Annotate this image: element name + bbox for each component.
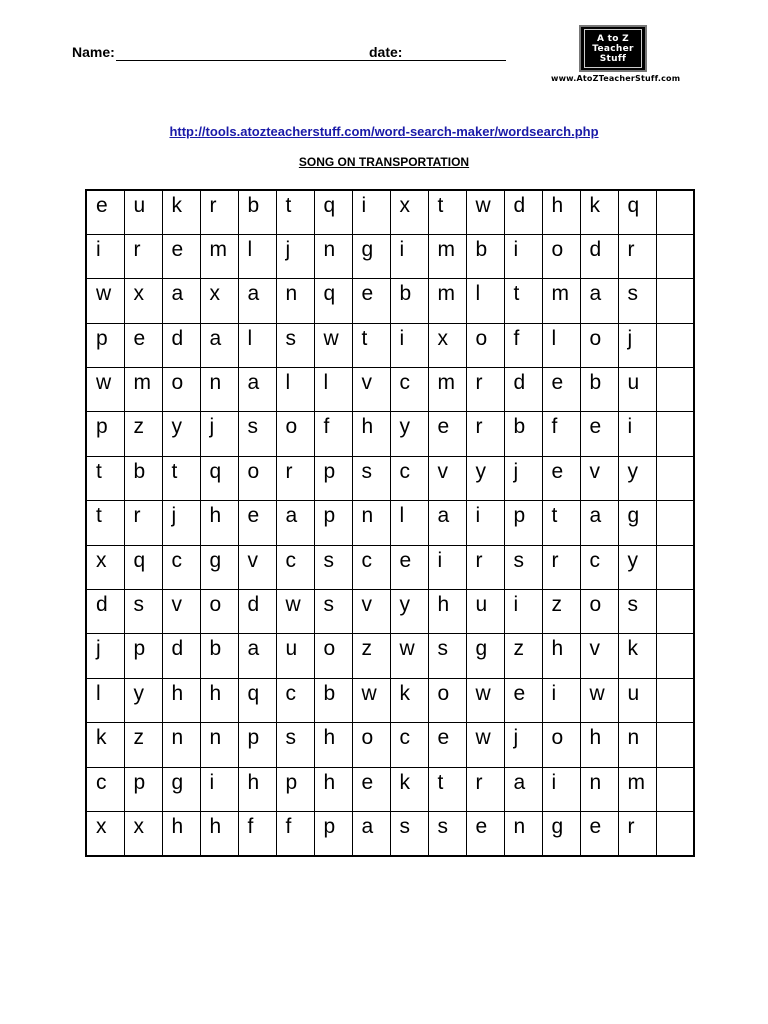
grid-cell: i <box>428 545 466 589</box>
name-field-line <box>116 60 434 61</box>
grid-cell: j <box>504 456 542 500</box>
grid-cell: x <box>390 190 428 234</box>
grid-cell: h <box>314 767 352 811</box>
grid-cell: e <box>390 545 428 589</box>
grid-cell: e <box>428 412 466 456</box>
grid-cell: z <box>124 723 162 767</box>
grid-cell: x <box>86 545 124 589</box>
grid-cell: q <box>200 456 238 500</box>
grid-cell: a <box>238 279 276 323</box>
logo-line-1: A to Z <box>596 33 630 44</box>
grid-cell: g <box>352 234 390 278</box>
grid-cell: h <box>314 723 352 767</box>
grid-cell: r <box>466 368 504 412</box>
grid-cell: i <box>542 767 580 811</box>
grid-cell: a <box>162 279 200 323</box>
grid-cell: r <box>618 234 656 278</box>
grid-cell: l <box>390 501 428 545</box>
grid-cell: s <box>428 634 466 678</box>
grid-cell: r <box>276 456 314 500</box>
grid-cell: m <box>428 368 466 412</box>
grid-cell: r <box>124 234 162 278</box>
grid-cell: v <box>162 590 200 634</box>
grid-cell: p <box>314 811 352 855</box>
grid-cell: e <box>352 279 390 323</box>
grid-cell: w <box>276 590 314 634</box>
grid-cell: n <box>162 723 200 767</box>
grid-cell: h <box>200 678 238 722</box>
grid-cell: h <box>162 811 200 855</box>
grid-row <box>86 412 694 456</box>
grid-cell: t <box>86 456 124 500</box>
grid-cell: v <box>580 634 618 678</box>
grid-cell: q <box>314 190 352 234</box>
grid-cell: u <box>618 678 656 722</box>
grid-cell: y <box>124 678 162 722</box>
grid-cell: p <box>124 634 162 678</box>
grid-cell: f <box>542 412 580 456</box>
grid-cell: w <box>580 678 618 722</box>
grid-cell: r <box>466 412 504 456</box>
grid-cell: t <box>352 323 390 367</box>
grid-cell: r <box>618 811 656 855</box>
grid-cell: m <box>200 234 238 278</box>
grid-cell: s <box>504 545 542 589</box>
grid-cell: r <box>466 767 504 811</box>
grid-cell: w <box>86 368 124 412</box>
grid-cell: r <box>542 545 580 589</box>
grid-cell: o <box>466 323 504 367</box>
grid-cell: h <box>162 678 200 722</box>
grid-cell: z <box>124 412 162 456</box>
grid-cell <box>656 323 694 367</box>
grid-cell: o <box>276 412 314 456</box>
grid-cell: d <box>580 234 618 278</box>
grid-cell: s <box>390 811 428 855</box>
grid-row <box>86 368 694 412</box>
grid-cell: h <box>580 723 618 767</box>
grid-row <box>86 190 694 234</box>
grid-cell: m <box>428 279 466 323</box>
grid-cell: b <box>124 456 162 500</box>
grid-cell: e <box>162 234 200 278</box>
grid-cell: s <box>314 545 352 589</box>
grid-cell: b <box>238 190 276 234</box>
grid-cell: c <box>390 368 428 412</box>
grid-cell: y <box>390 412 428 456</box>
grid-cell: p <box>86 412 124 456</box>
grid-cell: i <box>390 234 428 278</box>
grid-cell <box>656 590 694 634</box>
grid-cell: h <box>238 767 276 811</box>
grid-cell: o <box>200 590 238 634</box>
grid-row <box>86 811 694 855</box>
grid-cell: c <box>86 767 124 811</box>
grid-cell: p <box>124 767 162 811</box>
grid-cell: t <box>276 190 314 234</box>
grid-cell: e <box>352 767 390 811</box>
grid-cell: b <box>390 279 428 323</box>
grid-cell: t <box>542 501 580 545</box>
grid-cell: h <box>542 634 580 678</box>
grid-cell: s <box>314 590 352 634</box>
grid-cell: p <box>276 767 314 811</box>
grid-cell: r <box>124 501 162 545</box>
grid-cell: o <box>542 234 580 278</box>
grid-cell: i <box>504 234 542 278</box>
grid-cell: p <box>314 501 352 545</box>
grid-cell: x <box>428 323 466 367</box>
grid-cell: u <box>124 190 162 234</box>
grid-cell: f <box>276 811 314 855</box>
grid-cell: y <box>618 545 656 589</box>
grid-cell: e <box>238 501 276 545</box>
grid-cell: h <box>200 811 238 855</box>
grid-row <box>86 767 694 811</box>
grid-cell: e <box>542 368 580 412</box>
grid-cell: p <box>86 323 124 367</box>
grid-cell: s <box>618 279 656 323</box>
grid-cell: g <box>542 811 580 855</box>
grid-cell: n <box>276 279 314 323</box>
grid-cell: w <box>390 634 428 678</box>
grid-cell: p <box>314 456 352 500</box>
grid-row <box>86 590 694 634</box>
grid-cell: z <box>542 590 580 634</box>
grid-cell: w <box>466 190 504 234</box>
page-title: SONG ON TRANSPORTATION <box>298 155 470 169</box>
grid-cell: t <box>86 501 124 545</box>
grid-cell: w <box>466 678 504 722</box>
grid-cell: s <box>276 723 314 767</box>
grid-cell: j <box>276 234 314 278</box>
grid-cell: o <box>428 678 466 722</box>
grid-cell: w <box>466 723 504 767</box>
grid-cell: k <box>162 190 200 234</box>
grid-cell: l <box>276 368 314 412</box>
grid-cell: e <box>86 190 124 234</box>
grid-cell: i <box>618 412 656 456</box>
grid-cell <box>656 279 694 323</box>
grid-cell: a <box>238 368 276 412</box>
grid-cell: k <box>390 678 428 722</box>
grid-cell: d <box>162 634 200 678</box>
grid-cell <box>656 234 694 278</box>
grid-cell: h <box>352 412 390 456</box>
grid-row <box>86 678 694 722</box>
grid-cell: n <box>314 234 352 278</box>
grid-cell: v <box>580 456 618 500</box>
grid-cell: i <box>466 501 504 545</box>
word-search-grid <box>85 189 695 857</box>
grid-cell: l <box>314 368 352 412</box>
grid-cell: s <box>618 590 656 634</box>
grid-cell: x <box>200 279 238 323</box>
grid-cell <box>656 723 694 767</box>
grid-cell: a <box>428 501 466 545</box>
grid-cell: j <box>162 501 200 545</box>
grid-cell: u <box>276 634 314 678</box>
grid-cell: r <box>200 190 238 234</box>
grid-cell <box>656 501 694 545</box>
grid-cell: h <box>428 590 466 634</box>
grid-cell: a <box>238 634 276 678</box>
grid-cell: h <box>200 501 238 545</box>
date-label: date: <box>369 44 403 60</box>
grid-cell: n <box>618 723 656 767</box>
logo-line-3: Stuff <box>599 53 627 64</box>
grid-cell: i <box>352 190 390 234</box>
grid-cell: f <box>238 811 276 855</box>
grid-cell: a <box>276 501 314 545</box>
grid-cell: l <box>542 323 580 367</box>
atoz-logo <box>579 25 647 72</box>
grid-cell: o <box>238 456 276 500</box>
grid-cell: c <box>580 545 618 589</box>
grid-cell: v <box>428 456 466 500</box>
grid-cell: i <box>200 767 238 811</box>
grid-cell: n <box>352 501 390 545</box>
grid-cell: d <box>162 323 200 367</box>
grid-cell: b <box>466 234 504 278</box>
grid-cell: o <box>580 323 618 367</box>
grid-cell: e <box>504 678 542 722</box>
grid-cell: e <box>466 811 504 855</box>
grid-cell: j <box>86 634 124 678</box>
grid-row <box>86 501 694 545</box>
grid-cell: y <box>390 590 428 634</box>
grid-cell: o <box>314 634 352 678</box>
grid-cell: z <box>352 634 390 678</box>
grid-cell: m <box>124 368 162 412</box>
grid-cell: l <box>86 678 124 722</box>
grid-cell: n <box>504 811 542 855</box>
grid-cell: a <box>580 501 618 545</box>
grid-cell: i <box>390 323 428 367</box>
grid-cell: w <box>314 323 352 367</box>
grid-cell <box>656 190 694 234</box>
grid-cell: o <box>352 723 390 767</box>
grid-cell: c <box>276 545 314 589</box>
grid-cell: w <box>86 279 124 323</box>
grid-cell: i <box>542 678 580 722</box>
grid-cell: c <box>352 545 390 589</box>
grid-cell: a <box>504 767 542 811</box>
grid-cell: s <box>352 456 390 500</box>
grid-cell: b <box>314 678 352 722</box>
grid-cell: a <box>352 811 390 855</box>
grid-cell: t <box>428 190 466 234</box>
grid-cell: m <box>428 234 466 278</box>
grid-cell: j <box>618 323 656 367</box>
grid-cell: v <box>352 368 390 412</box>
grid-cell: b <box>580 368 618 412</box>
grid-cell: m <box>618 767 656 811</box>
grid-cell: u <box>466 590 504 634</box>
grid-cell: g <box>618 501 656 545</box>
grid-cell <box>656 368 694 412</box>
grid-cell: v <box>352 590 390 634</box>
grid-cell: a <box>580 279 618 323</box>
grid-cell: t <box>162 456 200 500</box>
grid-cell: x <box>86 811 124 855</box>
grid-cell: f <box>314 412 352 456</box>
grid-cell: s <box>276 323 314 367</box>
grid-cell: s <box>238 412 276 456</box>
grid-cell: i <box>86 234 124 278</box>
grid-cell: z <box>504 634 542 678</box>
grid-cell: j <box>504 723 542 767</box>
grid-cell: d <box>238 590 276 634</box>
grid-cell <box>656 634 694 678</box>
grid-row <box>86 634 694 678</box>
grid-cell: e <box>124 323 162 367</box>
grid-cell <box>656 545 694 589</box>
grid-cell <box>656 456 694 500</box>
grid-row <box>86 545 694 589</box>
grid-cell: n <box>200 723 238 767</box>
grid-cell: y <box>162 412 200 456</box>
grid-cell <box>656 811 694 855</box>
date-field-line <box>403 60 506 61</box>
grid-cell: a <box>200 323 238 367</box>
grid-cell: i <box>504 590 542 634</box>
grid-cell: q <box>618 190 656 234</box>
grid-cell: n <box>200 368 238 412</box>
grid-cell: q <box>124 545 162 589</box>
grid-cell: g <box>162 767 200 811</box>
grid-cell: o <box>580 590 618 634</box>
grid-row <box>86 456 694 500</box>
grid-row <box>86 323 694 367</box>
grid-cell: q <box>238 678 276 722</box>
grid-cell: k <box>618 634 656 678</box>
grid-cell <box>656 767 694 811</box>
grid-cell: x <box>124 279 162 323</box>
grid-cell: q <box>314 279 352 323</box>
grid-cell: s <box>428 811 466 855</box>
grid-cell: b <box>200 634 238 678</box>
grid-cell: v <box>238 545 276 589</box>
grid-cell: b <box>504 412 542 456</box>
grid-cell: e <box>542 456 580 500</box>
grid-row <box>86 279 694 323</box>
grid-cell: g <box>466 634 504 678</box>
grid-cell: n <box>580 767 618 811</box>
grid-cell: c <box>390 723 428 767</box>
grid-cell: x <box>124 811 162 855</box>
grid-cell <box>656 412 694 456</box>
logo-url: www.AtoZTeacherStuff.com <box>551 74 681 83</box>
grid-cell: c <box>390 456 428 500</box>
grid-cell: o <box>542 723 580 767</box>
name-label: Name: <box>72 44 115 60</box>
grid-cell: c <box>162 545 200 589</box>
grid-cell: s <box>124 590 162 634</box>
grid-cell: w <box>352 678 390 722</box>
grid-cell: k <box>390 767 428 811</box>
grid-cell: p <box>504 501 542 545</box>
grid-cell: d <box>86 590 124 634</box>
grid-cell: t <box>428 767 466 811</box>
grid-cell: y <box>466 456 504 500</box>
grid-cell: o <box>162 368 200 412</box>
grid-cell: e <box>580 412 618 456</box>
grid-cell: l <box>238 234 276 278</box>
grid-cell: j <box>200 412 238 456</box>
grid-row <box>86 723 694 767</box>
grid-cell: k <box>86 723 124 767</box>
wordsearch-maker-link[interactable]: http://tools.atozteacherstuff.com/word-search-maker/wordsearch.php <box>169 124 599 139</box>
grid-cell: y <box>618 456 656 500</box>
grid-cell: e <box>580 811 618 855</box>
grid-cell: t <box>504 279 542 323</box>
logo-chalkboard <box>584 29 642 68</box>
grid-cell: e <box>428 723 466 767</box>
grid-row <box>86 234 694 278</box>
grid-cell: d <box>504 368 542 412</box>
grid-cell: p <box>238 723 276 767</box>
grid-cell: c <box>276 678 314 722</box>
grid-cell: d <box>504 190 542 234</box>
grid-cell: h <box>542 190 580 234</box>
grid-cell: l <box>238 323 276 367</box>
grid-cell: k <box>580 190 618 234</box>
grid-cell: m <box>542 279 580 323</box>
grid-cell <box>656 678 694 722</box>
grid-cell: g <box>200 545 238 589</box>
grid-cell: u <box>618 368 656 412</box>
logo-line-2: Teacher <box>592 43 634 54</box>
grid-cell: f <box>504 323 542 367</box>
grid-cell: l <box>466 279 504 323</box>
grid-cell: r <box>466 545 504 589</box>
